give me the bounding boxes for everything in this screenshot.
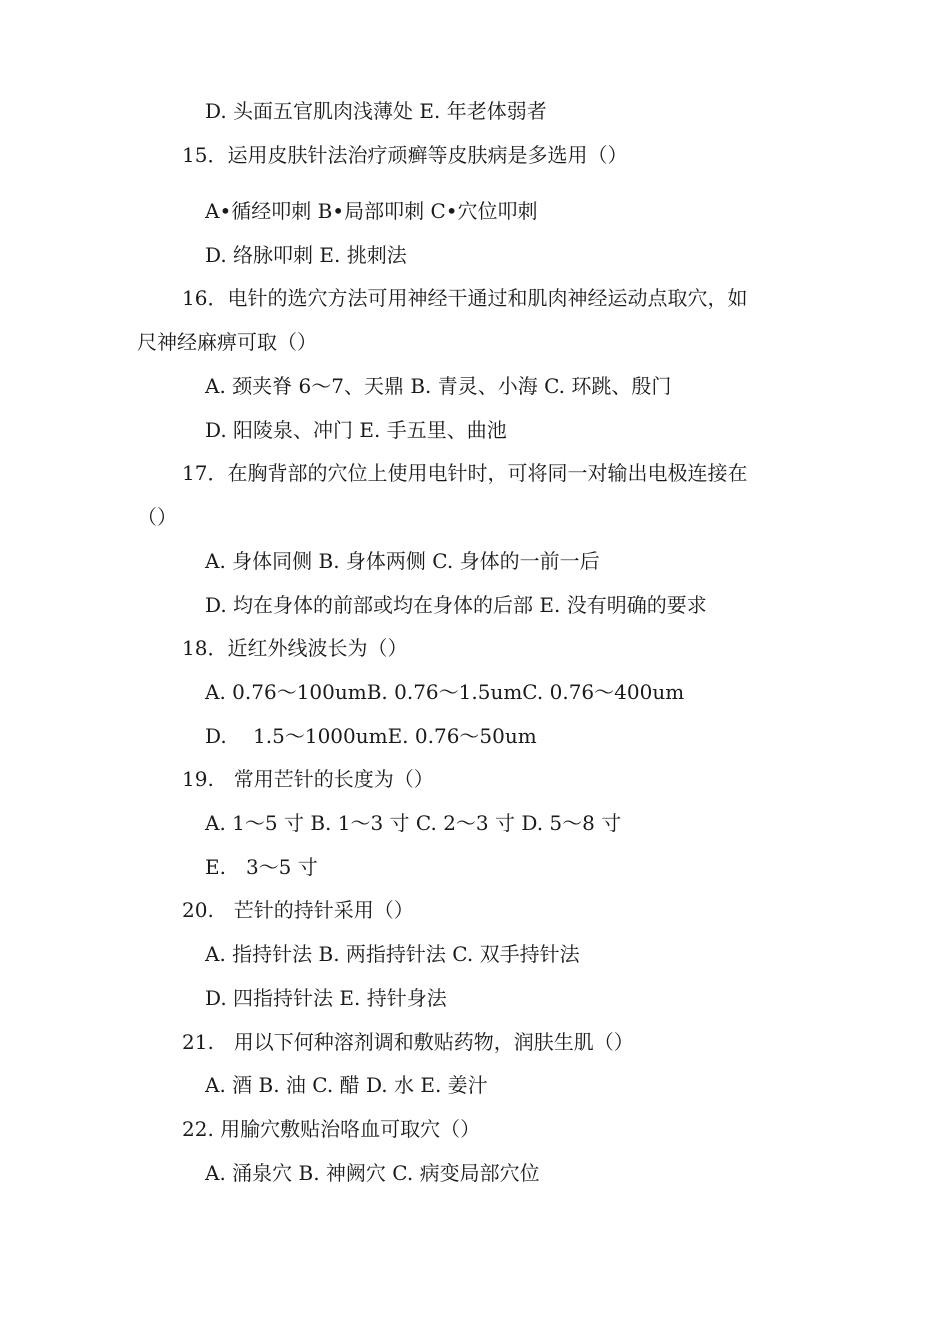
question-18: 18．近红外线波长为（）	[182, 636, 408, 660]
q21-options: A. 酒 B. 油 C. 醋 D. 水 E. 姜汁	[205, 1073, 488, 1097]
q22-options-abc: A. 涌泉穴 B. 神阙穴 C. 病变局部穴位	[205, 1161, 540, 1185]
q16-options-abc: A. 颈夹脊 6〜7、天鼎 B. 青灵、小海 C. 环跳、殷门	[205, 374, 672, 398]
question-15: 15．运用皮肤针法治疗顽癣等皮肤病是多选用（）	[182, 143, 628, 167]
q20-options-abc: A. 指持针法 B. 两指持针法 C. 双手持针法	[205, 942, 580, 966]
q18-options-de: D. 1.5〜1000umE. 0.76〜50um	[205, 724, 537, 748]
question-20: 20. 芒针的持针采用（）	[182, 898, 414, 922]
q20-options-de: D. 四指持针法 E. 持针身法	[205, 986, 447, 1010]
question-17: 17．在胸背部的穴位上使用电针时，可将同一对输出电极连接在	[182, 461, 748, 485]
q15-options-abc: A•循经叩刺 B•局部叩刺 C•穴位叩刺	[205, 199, 538, 223]
q19-option-e: E. 3〜5 寸	[205, 855, 318, 879]
question-16: 16．电针的选穴方法可用神经干通过和肌肉神经运动点取穴，如	[182, 286, 748, 310]
q17-options-abc: A. 身体同侧 B. 身体两侧 C. 身体的一前一后	[205, 549, 600, 573]
question-19: 19. 常用芒针的长度为（）	[182, 767, 434, 791]
q17-options-de: D. 均在身体的前部或均在身体的后部 E. 没有明确的要求	[205, 593, 707, 617]
q15-options-de: D. 络脉叩刺 E. 挑刺法	[205, 243, 407, 267]
q19-options-abcd: A. 1〜5 寸 B. 1〜3 寸 C. 2〜3 寸 D. 5〜8 寸	[205, 811, 622, 835]
q14-options-de: D. 头面五官肌肉浅薄处 E. 年老体弱者	[205, 99, 547, 123]
q18-options-abc: A. 0.76〜100umB. 0.76〜1.5umC. 0.76〜400um	[205, 680, 685, 704]
q16-options-de: D. 阳陵泉、冲门 E. 手五里、曲池	[205, 418, 507, 442]
question-16-continued: 尺神经麻痹可取（）	[137, 330, 317, 354]
question-22: 22. 用腧穴敷贴治咯血可取穴（）	[182, 1117, 481, 1141]
question-21: 21. 用以下何种溶剂调和敷贴药物，润肤生肌（）	[182, 1030, 634, 1054]
question-17-continued: （）	[137, 505, 177, 529]
